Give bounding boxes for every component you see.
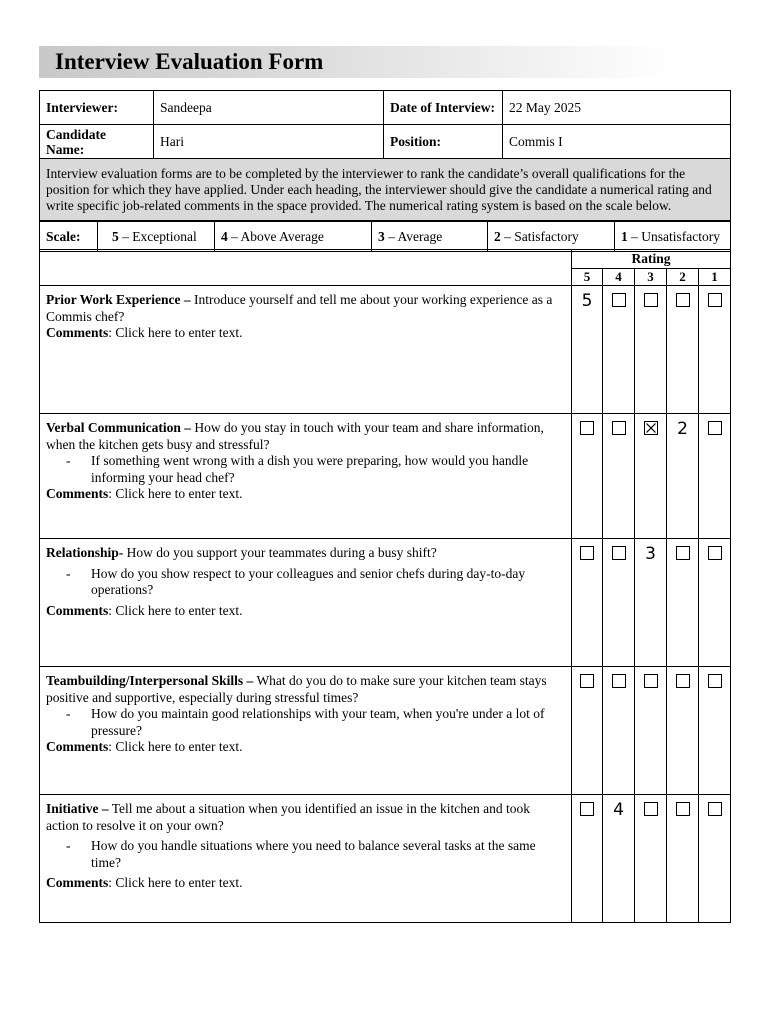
rating-cell-2: [667, 286, 699, 414]
rating-checkbox[interactable]: [580, 802, 594, 816]
question-cell: [40, 667, 572, 795]
position-field[interactable]: Commis I: [503, 125, 731, 159]
rating-cell-1: [699, 414, 731, 539]
comments-field[interactable]: [46, 486, 565, 503]
rating-cell-1: [699, 286, 731, 414]
rating-cell-3: [635, 286, 667, 414]
question-cell: [40, 539, 572, 667]
candidate-label: Candidate Name:: [40, 125, 154, 159]
rating-cell-3: [635, 795, 667, 923]
rating-cell-5: [572, 414, 603, 539]
scale-item-5: [98, 221, 215, 252]
page-title: Interview Evaluation Form: [55, 49, 324, 74]
question-row: [40, 539, 731, 667]
rating-checkbox[interactable]: [676, 546, 690, 560]
rating-checkbox[interactable]: [612, 674, 626, 688]
interviewer-field[interactable]: Sandeepa: [154, 91, 384, 125]
bullet-dash: -: [66, 453, 71, 468]
comments-placeholder: : Click here to enter text.: [108, 875, 243, 890]
rating-checkbox[interactable]: [644, 293, 658, 307]
question-body: How do you stay in touch with your team and share information, when the kitchen gets busy and stressful?: [46, 420, 544, 452]
scale-number: 1: [621, 228, 628, 244]
rating-cell-1: [699, 795, 731, 923]
rating-cell-5: [572, 286, 603, 414]
question-body: Tell me about a situation when you identified an issue in the kitchen and took action to resolve it on your own?: [46, 801, 530, 833]
sub-question: [46, 566, 565, 599]
question-text: [46, 420, 565, 453]
rating-checkbox[interactable]: [708, 674, 722, 688]
rating-checkbox[interactable]: [580, 674, 594, 688]
sub-question-text: How do you handle situations where you need to balance several tasks at the same time?: [91, 838, 536, 870]
comments-field[interactable]: [46, 603, 565, 620]
scale-number: 2: [494, 228, 501, 244]
bullet-dash: -: [66, 838, 71, 853]
rating-cell-4: [603, 667, 635, 795]
question-text: [46, 292, 565, 325]
question-title: Initiative –: [46, 801, 109, 816]
title-bar: [39, 46, 675, 78]
rating-checkbox[interactable]: [708, 421, 722, 435]
scale-number: 3: [378, 228, 385, 244]
rating-cell-2: [667, 414, 699, 539]
scale-text: – Exceptional: [118, 228, 197, 244]
scale-item-3: [372, 221, 488, 252]
comments-field[interactable]: [46, 875, 565, 892]
question-cell: [40, 414, 572, 539]
question-title: Verbal Communication –: [46, 420, 192, 435]
scale-number: 5: [112, 228, 119, 244]
scale-text: – Average: [384, 228, 443, 244]
rating-value[interactable]: 3: [645, 544, 656, 564]
rating-checkbox[interactable]: [708, 802, 722, 816]
date-field[interactable]: 22 May 2025: [503, 91, 731, 125]
comments-field[interactable]: [46, 325, 565, 342]
question-row: [40, 414, 731, 539]
rating-checkbox[interactable]: [612, 546, 626, 560]
intro-text: Interview evaluation forms are to be completed by the interviewer to rank the candidate’s overall qualifications for the position for which they have applied. Under each heading, the interviewer should give the candidate a numerical rating and write specific job-related comments in the space provided. The numerical rating system is based on the scale below.: [40, 159, 731, 222]
rating-column-2: 2: [667, 269, 699, 286]
rating-column-5: 5: [572, 269, 603, 286]
comments-label: Comments: [46, 486, 109, 501]
sub-question-text: How do you show respect to your colleagues and senior chefs during day-to-day operations?: [91, 565, 526, 597]
scale-item-2: [488, 221, 615, 252]
rating-cell-4: [603, 286, 635, 414]
question-row: [40, 286, 731, 414]
rating-checkbox[interactable]: [708, 546, 722, 560]
sub-question: [46, 838, 565, 871]
comments-placeholder: : Click here to enter text.: [108, 602, 243, 618]
rating-cell-4: [603, 795, 635, 923]
question-title: Relationship-: [46, 545, 124, 560]
rating-cell-3: [635, 414, 667, 539]
comments-placeholder: : Click here to enter text.: [108, 486, 243, 501]
rating-header: Rating: [572, 250, 731, 269]
question-title: Prior Work Experience –: [46, 292, 191, 307]
rating-checkbox[interactable]: [676, 674, 690, 688]
question-body: What do you do to make sure your kitchen team stays positive and supportive, especially during stressful times?: [46, 673, 547, 705]
rating-cell-1: [699, 539, 731, 667]
candidate-field[interactable]: Hari: [154, 125, 384, 159]
rating-cell-2: [667, 667, 699, 795]
rating-checkbox-checked[interactable]: [644, 421, 658, 435]
rating-value[interactable]: 2: [677, 419, 688, 439]
rating-cell-4: [603, 539, 635, 667]
rating-column-3: 3: [635, 269, 667, 286]
rating-cell-3: [635, 667, 667, 795]
question-text: [46, 673, 565, 706]
rating-value[interactable]: 4: [613, 800, 624, 820]
comments-label: Comments: [46, 325, 109, 340]
rating-cell-2: [667, 539, 699, 667]
rating-checkbox[interactable]: [644, 802, 658, 816]
comments-placeholder: : Click here to enter text.: [108, 325, 243, 340]
rating-cell-5: [572, 667, 603, 795]
scale-label: Scale:: [40, 221, 98, 252]
sub-question: [46, 706, 565, 739]
scale-table: [39, 220, 731, 252]
comments-label: Comments: [46, 739, 109, 754]
comments-label: Comments: [46, 875, 109, 890]
scale-text: – Unsatisfactory: [627, 228, 720, 244]
sub-question: [46, 453, 565, 486]
rating-cell-5: [572, 795, 603, 923]
rating-checkbox[interactable]: [580, 546, 594, 560]
rating-cell-5: [572, 539, 603, 667]
questions-table: [39, 249, 731, 923]
comments-field[interactable]: [46, 739, 565, 756]
rating-checkbox[interactable]: [580, 421, 594, 435]
scale-text: – Above Average: [227, 228, 324, 244]
scale-text: – Satisfactory: [500, 228, 579, 244]
bullet-dash: -: [66, 565, 71, 581]
comments-placeholder: : Click here to enter text.: [108, 739, 243, 754]
interviewer-label: Interviewer:: [40, 91, 154, 125]
rating-column-4: 4: [603, 269, 635, 286]
sub-question-text: If something went wrong with a dish you were preparing, how would you handle informing your head chef?: [91, 453, 529, 485]
rating-value[interactable]: 5: [581, 291, 593, 311]
question-body: Introduce yourself and tell me about your working experience as a Commis chef?: [46, 292, 553, 324]
question-header-blank: [40, 250, 572, 286]
rating-column-1: 1: [699, 269, 731, 286]
rating-cell-1: [699, 667, 731, 795]
sub-question-text: How do you maintain good relationships with your team, when you're under a lot of pressure?: [91, 706, 545, 738]
rating-checkbox[interactable]: [612, 293, 626, 307]
rating-checkbox[interactable]: [644, 674, 658, 688]
position-label: Position:: [384, 125, 503, 159]
scale-number: 4: [221, 228, 228, 244]
scale-item-1: [615, 221, 731, 252]
rating-checkbox[interactable]: [708, 293, 722, 307]
question-row: [40, 795, 731, 923]
rating-checkbox[interactable]: [676, 802, 690, 816]
rating-cell-2: [667, 795, 699, 923]
question-cell: [40, 795, 572, 923]
date-label: Date of Interview:: [384, 91, 503, 125]
question-cell: [40, 286, 572, 414]
bullet-dash: -: [66, 706, 71, 721]
question-title: Teambuilding/Interpersonal Skills –: [46, 673, 254, 688]
rating-cell-4: [603, 414, 635, 539]
question-text: [46, 801, 565, 834]
header-table: [39, 90, 731, 222]
scale-item-4: [215, 221, 372, 252]
question-text: [46, 545, 565, 562]
rating-cell-3: [635, 539, 667, 667]
question-row: [40, 667, 731, 795]
question-body: How do you support your teammates during a busy shift?: [123, 545, 437, 560]
comments-label: Comments: [46, 602, 109, 618]
rating-checkbox[interactable]: [676, 293, 690, 307]
rating-checkbox[interactable]: [612, 421, 626, 435]
